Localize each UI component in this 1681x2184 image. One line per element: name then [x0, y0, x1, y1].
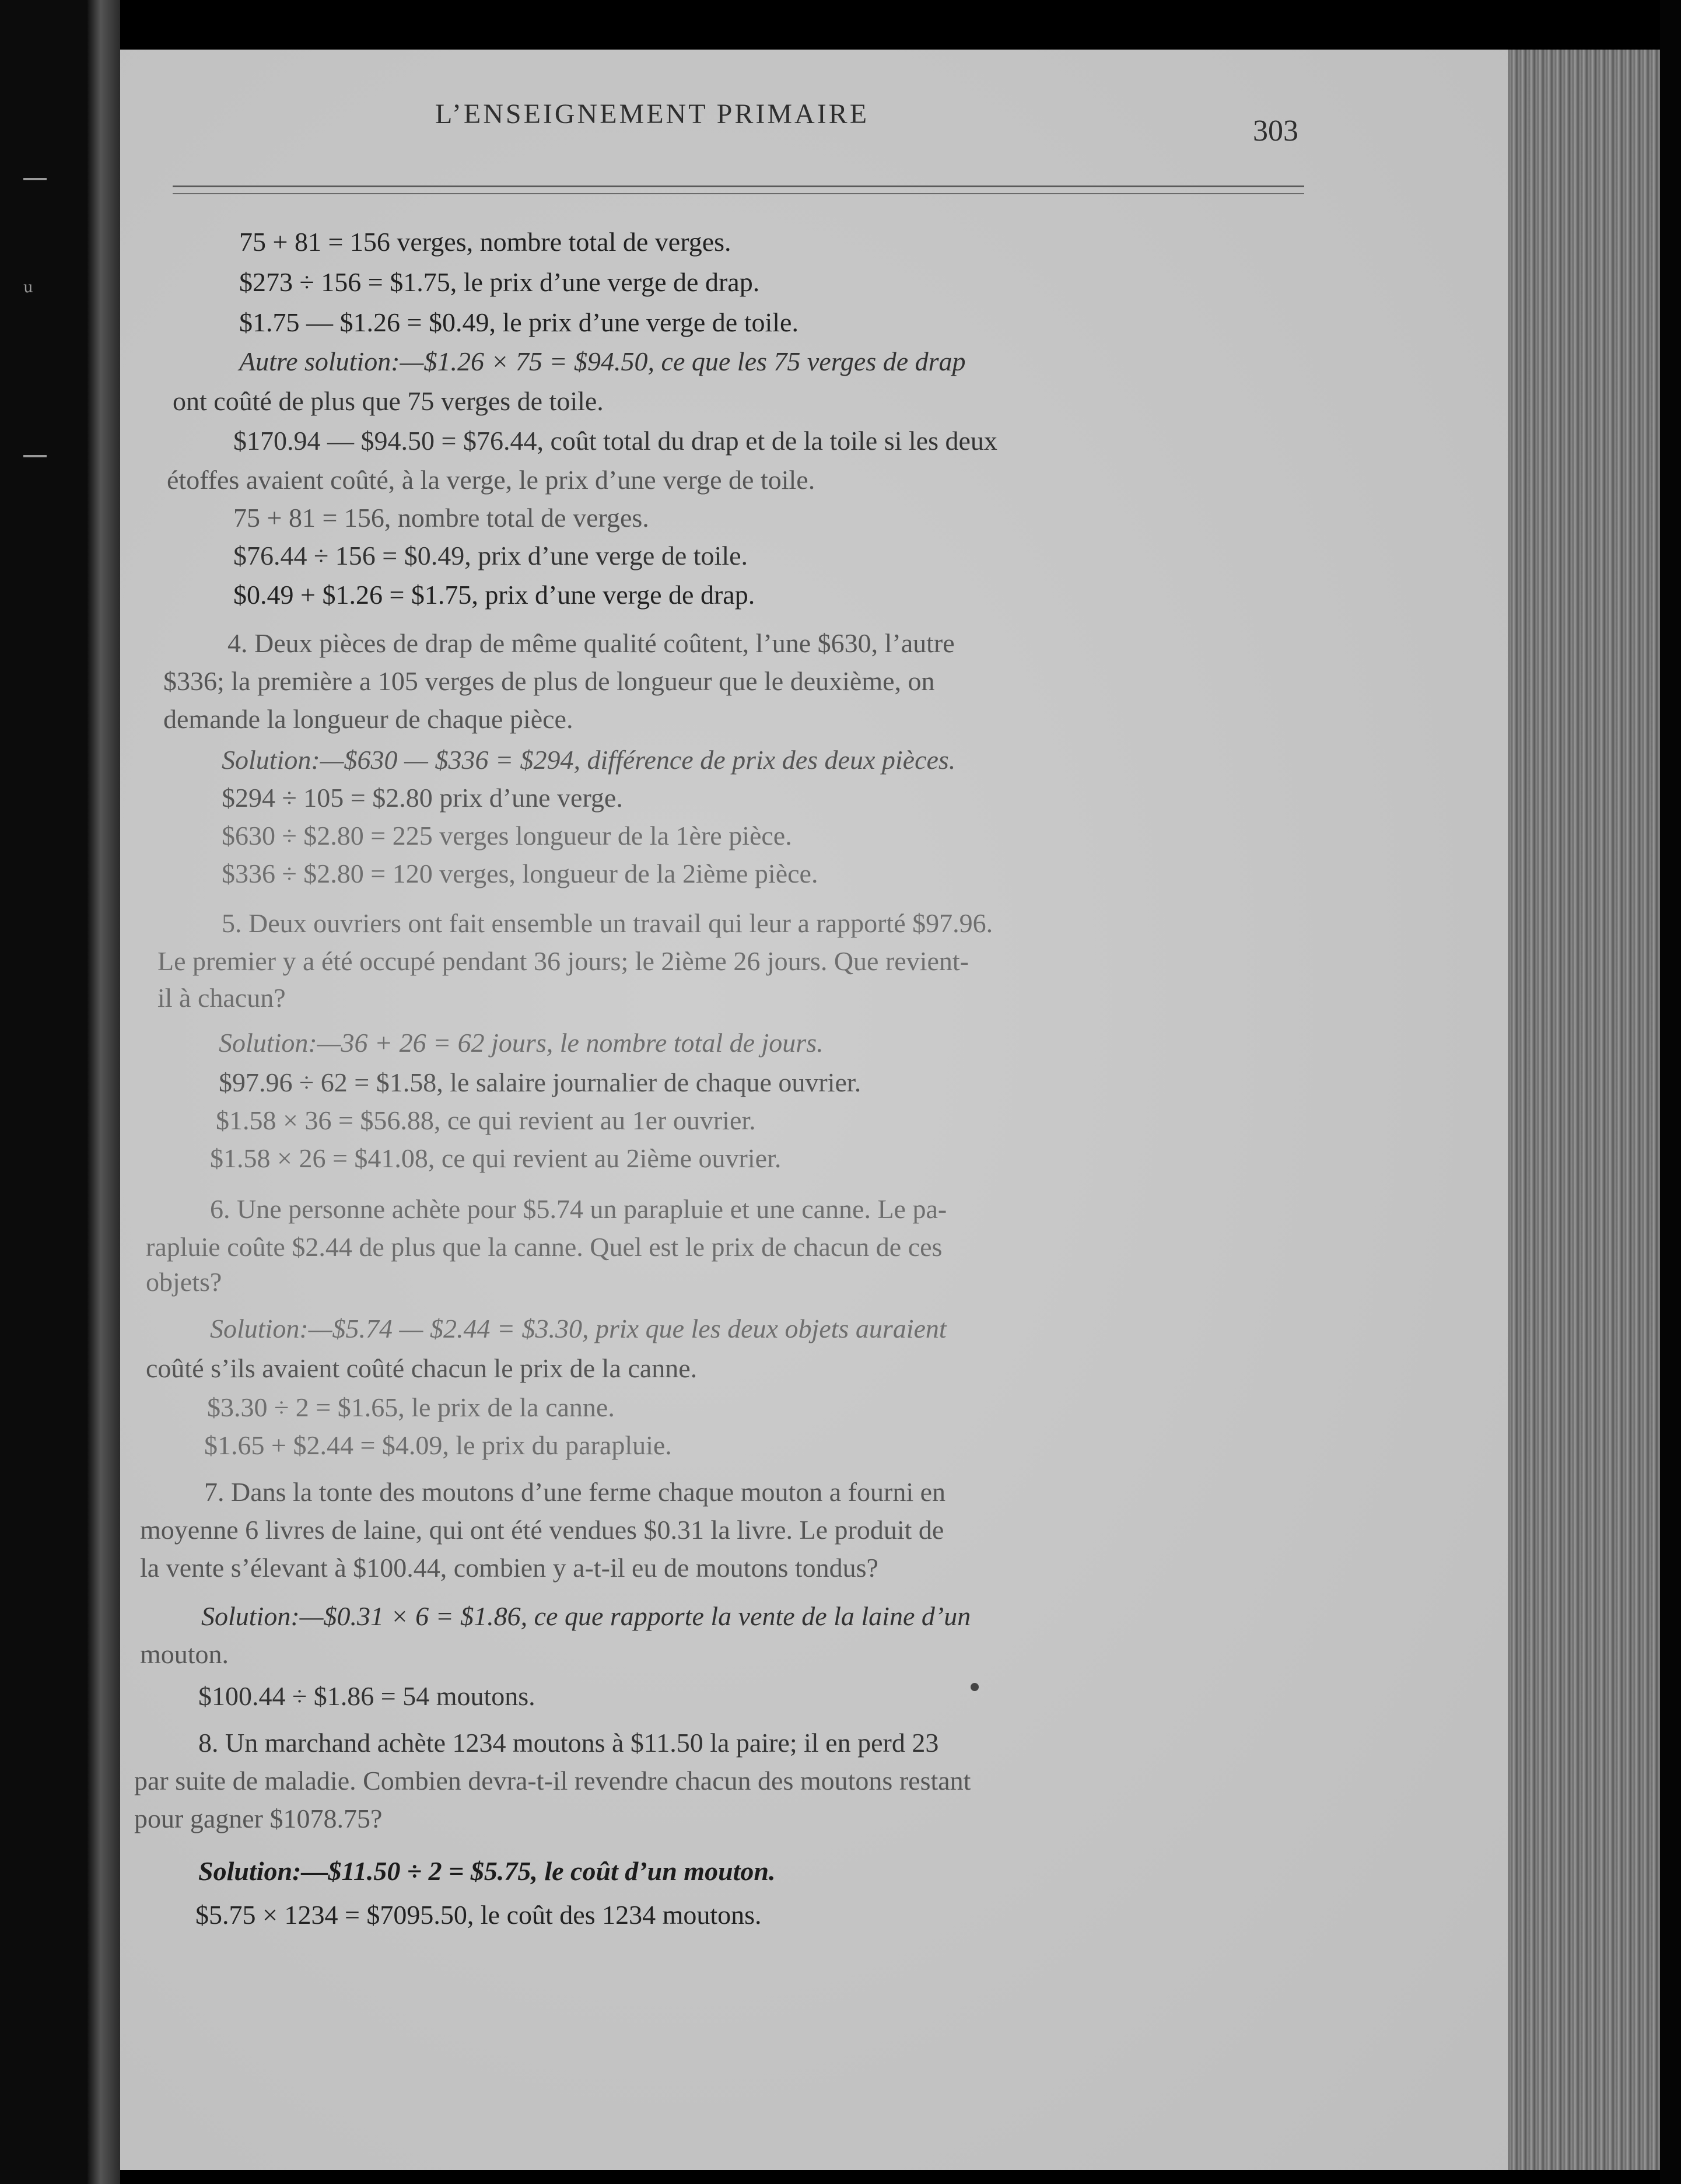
- text-line: $100.44 ÷ $1.86 = 54 moutons.: [198, 1681, 535, 1711]
- text-line: 6. Une personne achète pour $5.74 un parapluie et une canne. Le pa-: [210, 1194, 947, 1224]
- text-line: $5.75 × 1234 = $7095.50, le coût des 1234 moutons.: [195, 1900, 762, 1930]
- text-line: $336 ÷ $2.80 = 120 verges, longueur de la 2ième pièce.: [222, 859, 818, 888]
- text-line: Solution:—$5.74 — $2.44 = $3.30, prix que les deux objets auraient: [210, 1314, 947, 1343]
- text-line: Le premier y a été occupé pendant 36 jours; le 2ième 26 jours. Que revient-: [157, 946, 969, 976]
- text-line: mouton.: [140, 1639, 229, 1669]
- text-line: 4. Deux pièces de drap de même qualité coûtent, l’une $630, l’autre: [227, 628, 955, 658]
- left-margin-strip: [0, 0, 87, 2184]
- top-margin: [120, 0, 1660, 50]
- text-line: par suite de maladie. Combien devra-t-il revendre chacun des moutons restant: [134, 1766, 971, 1796]
- text-line: coûté s’ils avaient coûté chacun le prix de la canne.: [146, 1353, 698, 1383]
- text-line: Solution:—36 + 26 = 62 jours, le nombre total de jours.: [219, 1028, 824, 1058]
- text-line: 75 + 81 = 156 verges, nombre total de verges.: [239, 227, 731, 257]
- text-line: demande la longueur de chaque pièce.: [163, 704, 573, 734]
- text-line: Solution:—$11.50 ÷ 2 = $5.75, le coût d’un mouton.: [198, 1856, 776, 1886]
- text-line: la vente s’élevant à $100.44, combien y a-t-il eu de moutons tondus?: [140, 1553, 878, 1583]
- text-line: $1.58 × 26 = $41.08, ce qui revient au 2ième ouvrier.: [210, 1143, 782, 1173]
- text-line: $3.30 ÷ 2 = $1.65, le prix de la canne.: [207, 1392, 615, 1422]
- ink-spot: [971, 1683, 979, 1691]
- margin-tick: [23, 178, 47, 180]
- header-rule: [173, 186, 1304, 194]
- margin-tick: [23, 455, 47, 457]
- text-line: 8. Un marchand achète 1234 moutons à $11.50 la paire; il en perd 23: [198, 1728, 939, 1758]
- text-line: étoffes avaient coûté, à la verge, le prix d’une verge de toile.: [167, 465, 815, 495]
- text-line: $630 ÷ $2.80 = 225 verges longueur de la 1ère pièce.: [222, 821, 792, 850]
- page-fore-edge: [1508, 50, 1660, 2170]
- text-line: pour gagner $1078.75?: [134, 1804, 383, 1833]
- text-line: moyenne 6 livres de laine, qui ont été vendues $0.31 la livre. Le produit de: [140, 1515, 944, 1545]
- text-line: ont coûté de plus que 75 verges de toile.: [173, 386, 604, 416]
- text-line: Solution:—$630 — $336 = $294, différence de prix des deux pièces.: [222, 745, 956, 775]
- margin-mark: u: [23, 279, 33, 296]
- text-line: Solution:—$0.31 × 6 = $1.86, ce que rapporte la vente de la laine d’un: [201, 1601, 971, 1631]
- text-line: $1.65 + $2.44 = $4.09, le prix du parapluie.: [204, 1430, 672, 1460]
- text-line: $1.58 × 36 = $56.88, ce qui revient au 1er ouvrier.: [216, 1105, 756, 1135]
- text-line: $336; la première a 105 verges de plus de longueur que le deuxième, on: [163, 666, 935, 696]
- text-line: $97.96 ÷ 62 = $1.58, le salaire journalier de chaque ouvrier.: [219, 1068, 861, 1097]
- book-binding-gutter: [87, 0, 120, 2184]
- text-line: 7. Dans la tonte des moutons d’une ferme chaque mouton a fourni en: [204, 1477, 946, 1507]
- text-line: $76.44 ÷ 156 = $0.49, prix d’une verge de toile.: [233, 541, 748, 570]
- text-line: 75 + 81 = 156, nombre total de verges.: [233, 503, 649, 533]
- text-line: il à chacun?: [157, 983, 286, 1013]
- text-line: $273 ÷ 156 = $1.75, le prix d’une verge de drap.: [239, 267, 760, 297]
- page-number: 303: [1253, 114, 1298, 148]
- text-line: $294 ÷ 105 = $2.80 prix d’une verge.: [222, 783, 623, 813]
- text-line: $170.94 — $94.50 = $76.44, coût total du drap et de la toile si les deux: [233, 426, 997, 456]
- running-title: L’ENSEIGNEMENT PRIMAIRE: [435, 99, 870, 130]
- text-line: $0.49 + $1.26 = $1.75, prix d’une verge de drap.: [233, 580, 755, 610]
- text-line: 5. Deux ouvriers ont fait ensemble un travail qui leur a rapporté $97.96.: [222, 908, 993, 938]
- text-line: Autre solution:—$1.26 × 75 = $94.50, ce que les 75 verges de drap: [239, 346, 966, 376]
- text-line: objets?: [146, 1267, 222, 1297]
- text-line: $1.75 — $1.26 = $0.49, le prix d’une verge de toile.: [239, 307, 799, 337]
- right-margin: [1660, 0, 1681, 2184]
- text-line: rapluie coûte $2.44 de plus que la canne. Quel est le prix de chacun de ces: [146, 1232, 943, 1262]
